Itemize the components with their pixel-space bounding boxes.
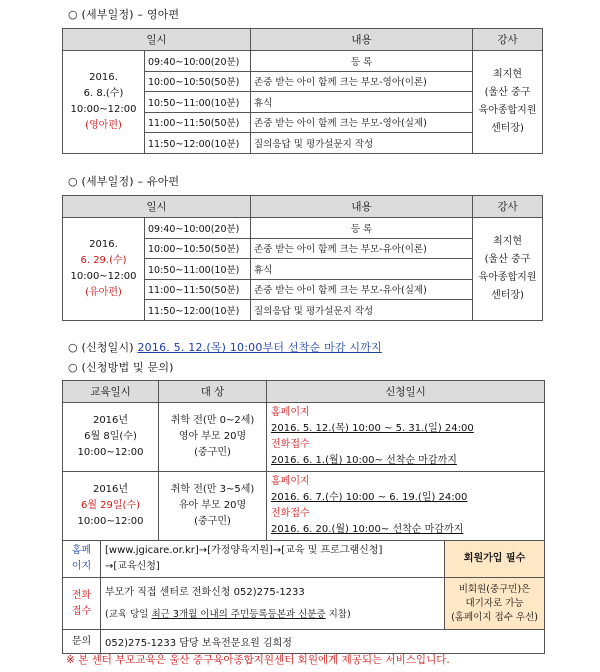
registration-date: 2016. 5. 12.(목) 10:00부터 선착순 마감 시까지 [137, 341, 382, 354]
application-table [62, 380, 545, 654]
time-cell: 09:40~10:00(20분) [145, 51, 251, 72]
schedule-table-toddler [62, 195, 543, 321]
membership-note: 회원가입 필수 [445, 541, 545, 578]
nonmember-note: 비회원(중구민)은 대기자로 가능 (홈페이지 접수 우선) [445, 578, 545, 630]
footnote: ※ 본 센터 부모교육은 울산 중구육아종합지원센터 회원에게 제공되는 서비스입니다. [66, 654, 450, 666]
instructor: 최지현 (울산 중구 육아종합지원 센터장) [473, 218, 543, 321]
content-cell: 질의응답 및 평가설문지 작성 [251, 300, 473, 321]
header-datetime: 일시 [63, 29, 251, 51]
header-instructor: 강사 [473, 196, 543, 218]
schedule-table-infant [62, 28, 543, 154]
phone-label: 전화 접수 [63, 578, 101, 630]
apply-date-cell: 홈페이지 2016. 6. 7.(수) 10:00 ~ 6. 19.(일) 24:00 전화접수 2016. 6. 20.(월) 10:00~ 선착순 마감까지 [267, 472, 545, 541]
section1-heading: ○ (세부일정) – 영아편 [68, 8, 180, 21]
registration-heading: ○ (신청일시) 2016. 5. 12.(목) 10:00부터 선착순 마감 시까지 [68, 341, 382, 354]
header-edu-date: 교육일시 [63, 381, 159, 403]
edu-date-cell: 2016년 6월 8일(수) 10:00~12:00 [63, 403, 159, 472]
content-cell: 질의응답 및 평가설문지 작성 [251, 133, 473, 154]
session-date: 2016. 6. 8.(수) 10:00~12:00 (영아편) [63, 51, 145, 154]
inquiry-text: 052)275-1233 담당 보육전문요원 김희정 [101, 630, 545, 654]
session-date: 2016. 6. 29.(수) 10:00~12:00 (유아편) [63, 218, 145, 321]
method-heading: ○ (신청방법 및 문의) [68, 361, 174, 374]
time-cell: 10:00~10:50(50분) [145, 238, 251, 259]
target-cell: 취학 전(만 0~2세) 영아 부모 20명 (중구민) [159, 403, 267, 472]
content-cell: 휴식 [251, 92, 473, 113]
content-cell: 존중 받는 아이 함께 크는 부모-영아(실제) [251, 112, 473, 133]
apply-date-cell: 홈페이지 2016. 5. 12.(목) 10:00 ~ 5. 31.(일) 24:00 전화접수 2016. 6. 1.(월) 10:00~ 선착순 마감까지 [267, 403, 545, 472]
time-cell: 11:00~11:50(50분) [145, 112, 251, 133]
header-target: 대 상 [159, 381, 267, 403]
inquiry-label: 문의 [63, 630, 101, 654]
time-cell: 11:50~12:00(10분) [145, 133, 251, 154]
header-instructor: 강사 [473, 29, 543, 51]
section2-heading: ○ (세부일정) – 유아편 [68, 175, 180, 188]
target-cell: 취학 전(만 3~5세) 유아 부모 20명 (중구민) [159, 472, 267, 541]
content-cell: 존중 받는 아이 함께 크는 부모-영아(이론) [251, 71, 473, 92]
phone-instructions: 부모가 직접 센터로 전화신청 052)275-1233 (교육 당일 최근 3개월 이내의 주민등록등본과 신분증 지참) [101, 578, 445, 630]
homepage-label: 홈페 이지 [63, 541, 101, 578]
header-datetime: 일시 [63, 196, 251, 218]
homepage-link[interactable]: [www.jgicare.or.kr]→[가정양육지원]→[교육 및 프로그램신청] [105, 545, 383, 556]
content-cell: 휴식 [251, 259, 473, 280]
header-apply-date: 신청일시 [267, 381, 545, 403]
time-cell: 10:00~10:50(50분) [145, 71, 251, 92]
edu-date-cell: 2016년 6월 29일(수) 10:00~12:00 [63, 472, 159, 541]
homepage-path: [www.jgicare.or.kr]→[가정양육지원]→[교육 및 프로그램신청] →[교육신청] [101, 541, 445, 578]
time-cell: 11:50~12:00(10분) [145, 300, 251, 321]
content-cell: 등 록 [251, 51, 473, 72]
time-cell: 11:00~11:50(50분) [145, 279, 251, 300]
time-cell: 10:50~11:00(10분) [145, 259, 251, 280]
content-cell: 존중 받는 아이 함께 크는 부모-유아(이론) [251, 238, 473, 259]
content-cell: 등 록 [251, 218, 473, 239]
time-cell: 10:50~11:00(10분) [145, 92, 251, 113]
header-content: 내용 [251, 196, 473, 218]
instructor: 최지현 (울산 중구 육아종합지원 센터장) [473, 51, 543, 154]
time-cell: 09:40~10:00(20분) [145, 218, 251, 239]
content-cell: 존중 받는 아이 함께 크는 부모-유아(실제) [251, 279, 473, 300]
header-content: 내용 [251, 29, 473, 51]
